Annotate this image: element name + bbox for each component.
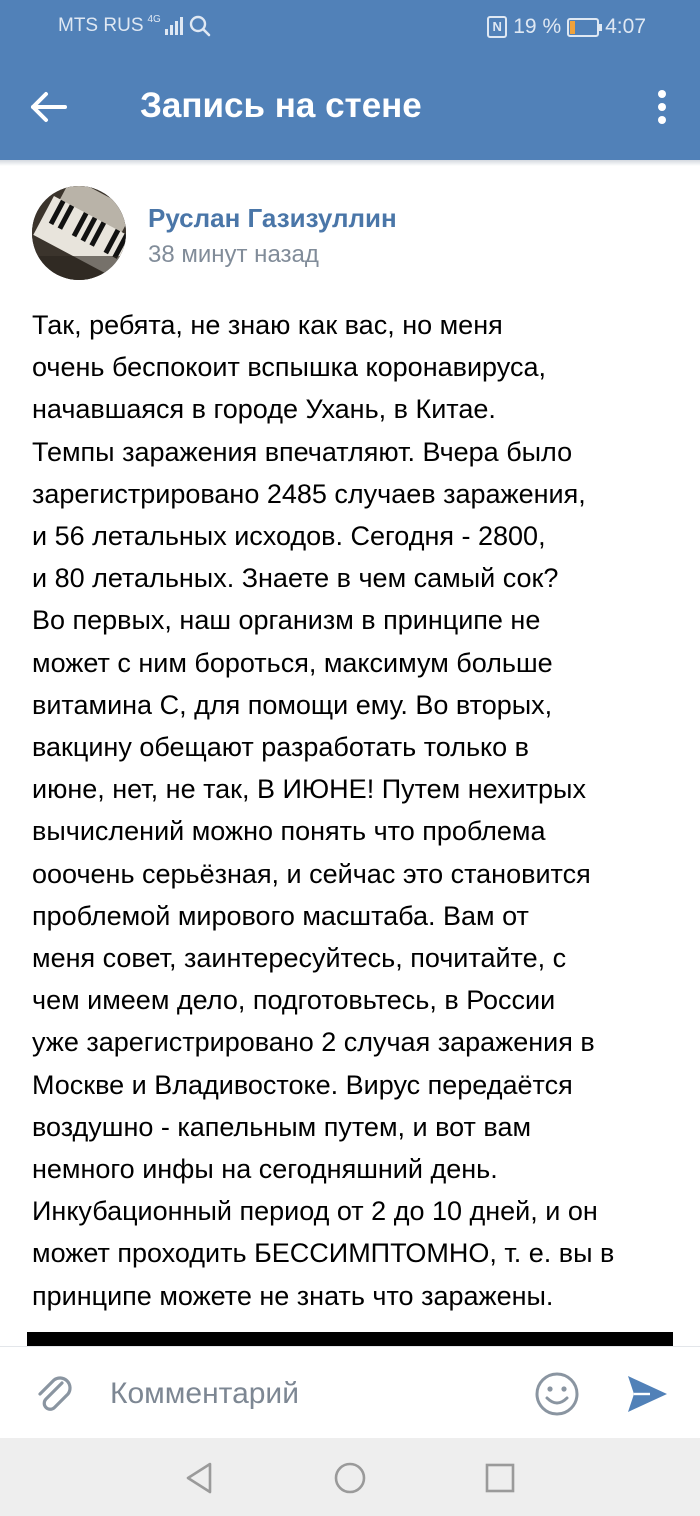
post-text-line: воздушно - капельным путем, и вот вам [32, 1111, 532, 1142]
post-text-line: вакцину обещают разработать только в [32, 732, 530, 763]
status-bar [0, 0, 700, 54]
post-text-line: и 80 летальных. Знаете в чем самый сок? [32, 563, 559, 594]
post-media-preview[interactable] [27, 1332, 673, 1346]
post-text-line: Москве и Владивостоке. Вирус передаётся [32, 1069, 573, 1100]
smiley-icon [534, 1371, 580, 1417]
post-text [32, 304, 672, 1317]
page-title: Запись на стене [140, 86, 422, 125]
nav-back-icon [182, 1460, 218, 1496]
more-menu-button[interactable] [644, 82, 680, 132]
back-button[interactable] [22, 80, 76, 134]
post-text-line: витамина С, для помощи ему. Во вторых, [32, 689, 553, 720]
battery-level [570, 21, 575, 34]
search-icon [189, 15, 211, 37]
post-text-line: меня совет, заинтересуйтесь, почитайте, с [32, 943, 567, 974]
post-text-line: ооочень серьёзная, и сейчас это становится [32, 858, 591, 889]
post-text-line: уже зарегистрировано 2 случая заражения в [32, 1027, 595, 1058]
post-text-line: и 56 летальных исходов. Сегодня - 2800, [32, 521, 546, 552]
nav-recent-button[interactable] [482, 1460, 518, 1496]
post-text-line: немного инфы на сегодняшний день. [32, 1154, 498, 1185]
avatar[interactable] [32, 186, 126, 280]
nav-home-button[interactable] [332, 1460, 368, 1496]
post-text-line: начавшаяся в городе Ухань, в Китае. [32, 394, 496, 425]
post-text-line: зарегистрировано 2485 случаев заражения, [32, 478, 586, 509]
post-text-line: может с ним бороться, максимум больше [32, 647, 553, 678]
status-left [58, 15, 211, 37]
post-text-line: может проходить БЕССИМПТОМНО, т. е. вы в [32, 1238, 615, 1269]
avatar-image [32, 186, 126, 280]
carrier-label: MTS RUS [58, 15, 144, 36]
post-text-line: очень беспокоит вспышка коронавируса, [32, 352, 546, 383]
header-shadow [0, 160, 700, 166]
post-text-line: принципе можете не знать что заражены. [32, 1280, 554, 1311]
post-time: 38 минут назад [148, 241, 319, 268]
status-right [487, 15, 646, 39]
comment-input[interactable] [110, 1373, 500, 1415]
nav-back-button[interactable] [182, 1460, 218, 1496]
app-header [0, 54, 700, 160]
battery-charging-icon [567, 18, 599, 37]
nav-recent-icon [482, 1460, 518, 1496]
status-time: 4:07 [605, 15, 646, 38]
arrow-left-icon [30, 91, 68, 123]
emoji-button[interactable] [534, 1371, 580, 1417]
comment-bar [0, 1346, 700, 1439]
more-vertical-icon [656, 89, 668, 125]
signal-icon [165, 17, 185, 35]
top-bar [0, 0, 700, 160]
nav-home-icon [332, 1460, 368, 1496]
battery-percent: 19 % [513, 15, 562, 38]
paperclip-icon [32, 1371, 78, 1417]
nfc-icon: N [487, 16, 507, 38]
post-text-line: вычислений можно понять что проблема [32, 816, 546, 847]
post-text-line: чем имеем дело, подготовьтесь, в России [32, 985, 556, 1016]
post-text-line: Так, ребята, не знаю как вас, но меня [32, 310, 503, 340]
post-text-line: проблемой мирового масштаба. Вам от [32, 900, 529, 931]
battery-tip [599, 24, 602, 31]
attach-button[interactable] [32, 1371, 78, 1417]
send-button[interactable] [624, 1371, 670, 1417]
post-text-line: июне, нет, не так, В ИЮНЕ! Путем нехитрых [32, 774, 586, 805]
post-text-line: Темпы заражения впечатляют. Вчера было [32, 436, 573, 467]
send-icon [624, 1371, 670, 1417]
system-nav-bar [0, 1438, 700, 1516]
post-text-line: Инкубационный период от 2 до 10 дней, и он [32, 1196, 598, 1227]
network-type-label: 4G [147, 13, 161, 25]
author-name[interactable]: Руслан Газизуллин [148, 203, 397, 233]
post-text-line: Во первых, наш организм в принципе не [32, 605, 541, 636]
